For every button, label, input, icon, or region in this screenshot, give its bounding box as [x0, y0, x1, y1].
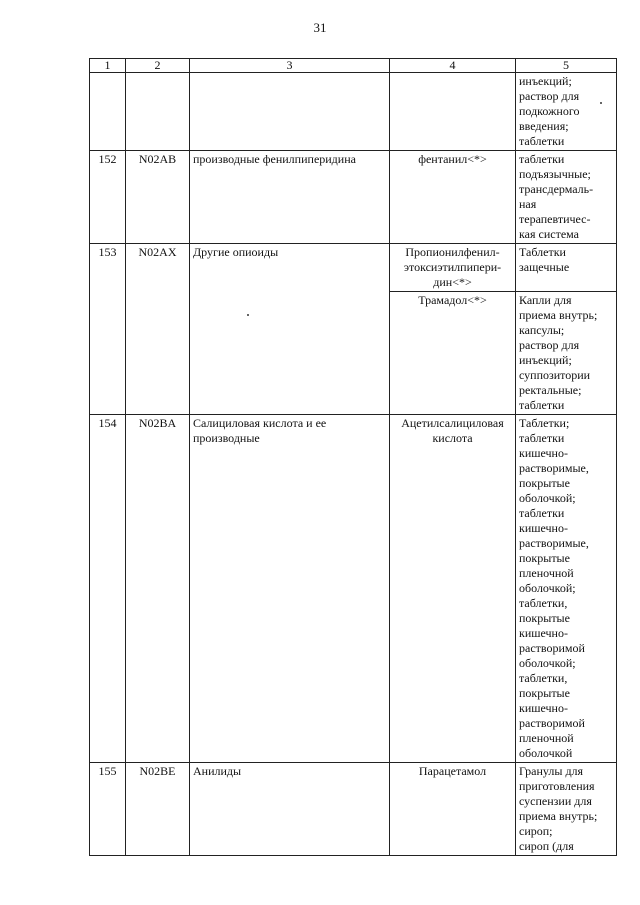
- header-col-1: 1: [90, 59, 126, 73]
- drug-name-cell: [390, 73, 516, 151]
- group-cell: [190, 73, 390, 151]
- dosage-forms-cell: Таблетки защечные: [516, 244, 617, 292]
- table-row-continuation: [90, 73, 617, 151]
- group-cell: производные фенилпиперидина: [190, 151, 390, 244]
- header-col-4: 4: [390, 59, 516, 73]
- atc-code-cell: N02BA: [126, 415, 190, 763]
- dosage-forms-cell: Таблетки; таблетки кишечно- растворимые, покрытые оболочкой; таблетки кишечно- растворимые, покрытые пленочной оболочкой; таблетки, покрытые кишечно- растворимой оболочкой; таблетки, покрытые кишечно- растворимой пленочной оболочкой: [516, 415, 617, 763]
- dosage-forms-cell: Капли для приема внутрь; капсулы; раствор для инъекций; суппозитории ректальные; таблетки: [516, 292, 617, 415]
- drug-name-cell: Ацетилсалициловая кислота: [390, 415, 516, 763]
- drug-name-cell: Парацетамол: [390, 763, 516, 856]
- row-number-cell: 154: [90, 415, 126, 763]
- header-col-2: 2: [126, 59, 190, 73]
- header-col-3: 3: [190, 59, 390, 73]
- row-number-cell: 155: [90, 763, 126, 856]
- group-cell: Анилиды: [190, 763, 390, 856]
- table-row-153a: [90, 244, 617, 292]
- group-cell: Салициловая кислота и ее производные: [190, 415, 390, 763]
- page-number: 31: [313, 20, 327, 35]
- scan-speck: [600, 102, 602, 104]
- drug-name-cell: фентанил<*>: [390, 151, 516, 244]
- atc-code-cell: [126, 73, 190, 151]
- row-number-cell: 152: [90, 151, 126, 244]
- row-number-cell: [90, 73, 126, 151]
- drug-name-cell: Трамадол<*>: [390, 292, 516, 415]
- table-row-154: [90, 415, 617, 763]
- table-row-155: [90, 763, 617, 856]
- drug-name-cell: Пропионилфенил- этоксиэтилпипери- дин<*>: [390, 244, 516, 292]
- atc-code-cell: N02BE: [126, 763, 190, 856]
- row-number-cell: 153: [90, 244, 126, 415]
- drug-table: [89, 58, 617, 856]
- table-row-152: [90, 151, 617, 244]
- table-header-row: [90, 59, 617, 73]
- header-col-5: 5: [516, 59, 617, 73]
- scan-speck: [247, 314, 249, 316]
- dosage-forms-cell: таблетки подъязычные; трансдермаль- ная терапевтичес- кая система: [516, 151, 617, 244]
- atc-code-cell: N02AB: [126, 151, 190, 244]
- group-cell: Другие опиоиды: [190, 244, 390, 415]
- atc-code-cell: N02AX: [126, 244, 190, 415]
- dosage-forms-cell: инъекций; раствор для подкожного введения; таблетки: [516, 73, 617, 151]
- dosage-forms-cell: Гранулы для приготовления суспензии для приема внутрь; сироп; сироп (для: [516, 763, 617, 856]
